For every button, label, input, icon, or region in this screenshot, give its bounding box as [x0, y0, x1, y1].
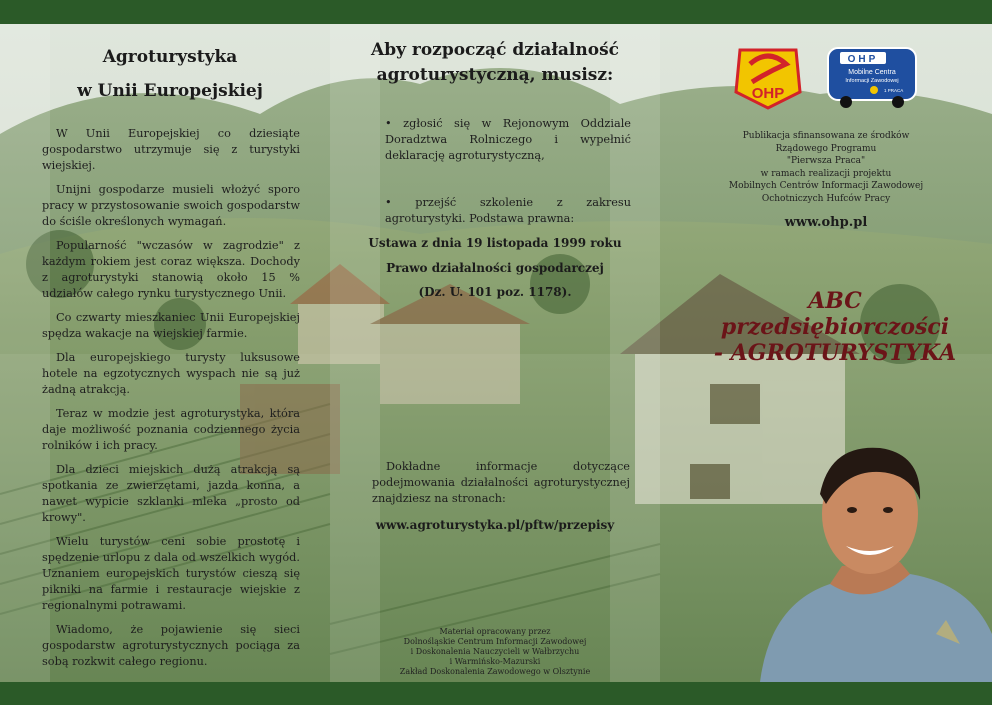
- svg-text:1 PRACA: 1 PRACA: [884, 88, 904, 93]
- paragraph: Wielu turystów ceni sobie prostotę i spędzenie urlopu z dala od wszelkich wygód. Uznaniem europejskich turystów cieszą się pikniki na farmie i restauracje wiejskie z regionalnymi potrawami.: [42, 535, 300, 612]
- paragraph: Dla dzieci miejskich dużą atrakcją są spotkania ze zwierzętami, jazda konna, a nawet wypicie szklanki mleka „prosto od krowy".: [42, 463, 300, 524]
- paragraph: Dla europejskiego turysty luksusowe hotele na egzotycznych wyspach nie są już żadną atrakcją.: [42, 351, 300, 396]
- panel-cover: [660, 24, 992, 682]
- ohp-logo: [732, 42, 804, 112]
- ohp-link[interactable]: www.ohp.pl: [784, 215, 868, 230]
- paragraph: Unijni gospodarze musieli włożyć sporo pracy w przystosowanie swoich gospodarstw do ściśle określonych wymagań.: [42, 183, 300, 228]
- paragraph: W Unii Europejskiej co dziesiąte gospodarstwo utrzymuje się z turystyki wiejskiej.: [42, 127, 300, 172]
- requirement-bullet: • zgłosić się w Rejonowym Oddziale Doradztwa Rolniczego i wypełnić deklarację agroturystyczną,: [385, 117, 631, 162]
- credits: Materiał opracowany przez Dolnośląskie Centrum Informacji Zawodowej i Doskonalenia Nauczycieli w Wałbrzychu i Warmińsko-Mazurski Zakład Doskonalenia Zawodowego w Olsztynie: [399, 627, 591, 676]
- info-text: Dokładne informacje dotyczące podejmowania działalności agroturystycznej znajdziesz na stronach:: [372, 460, 630, 505]
- agroturystyka-link[interactable]: www.agroturystyka.pl/pftw/przepisy: [375, 518, 615, 532]
- top-border: [0, 0, 992, 24]
- requirement-bullet: • przejść szkolenie z zakresu agroturystyki. Podstawa prawna:: [385, 196, 631, 225]
- svg-text:Informacji Zawodowej: Informacji Zawodowej: [845, 78, 899, 84]
- panel-left-body: [42, 126, 300, 678]
- cover-headline: ABC przedsiębiorczości - AGROTURYSTYKA: [713, 288, 957, 366]
- svg-text:OHP: OHP: [847, 54, 879, 65]
- panel-left-title: Agroturystyka w Unii Europejskiej: [77, 47, 263, 101]
- paragraph: Teraz w modzie jest agroturystyka, która daje możliwość poznania codziennego życia rolników i ich pracy.: [42, 407, 300, 452]
- panel-eu-agrotourism: [0, 24, 330, 682]
- ohp-logo-text: OHP: [751, 85, 785, 102]
- mobile-centre-bus-logo: [822, 40, 922, 114]
- svg-text:Mobilne Centra: Mobilne Centra: [848, 69, 896, 76]
- law-line: (Dz. U. 101 poz. 1178).: [418, 285, 572, 299]
- smiling-man-photo: [760, 434, 992, 682]
- panel-how-to-start: [330, 24, 660, 682]
- panel-middle-title: Aby rozpocząć działalność agroturystyczną, musisz:: [371, 40, 619, 85]
- bottom-border: [0, 682, 992, 705]
- paragraph: Popularność "wczasów w zagrodzie" z każdym rokiem jest coraz większa. Dochody z agroturystyki stanowią około 15 % udziałów całego rynku turystycznego Unii.: [42, 239, 300, 300]
- publication-note: Publikacja sfinansowana ze środków Rządowego Programu "Pierwsza Praca" w ramach realizacji projektu Mobilnych Centrów Informacji Zawodowej Ochotniczych Hufców Pracy: [728, 131, 924, 204]
- law-line: Prawo działalności gospodarczej: [386, 261, 604, 275]
- law-line: Ustawa z dnia 19 listopada 1999 roku: [368, 236, 622, 250]
- paragraph: Wiadomo, że pojawienie się sieci gospodarstw agroturystycznych pociąga za sobą rozkwit całego regionu.: [42, 623, 300, 668]
- paragraph: Co czwarty mieszkaniec Unii Europejskiej spędza wakacje na wiejskiej farmie.: [42, 311, 300, 340]
